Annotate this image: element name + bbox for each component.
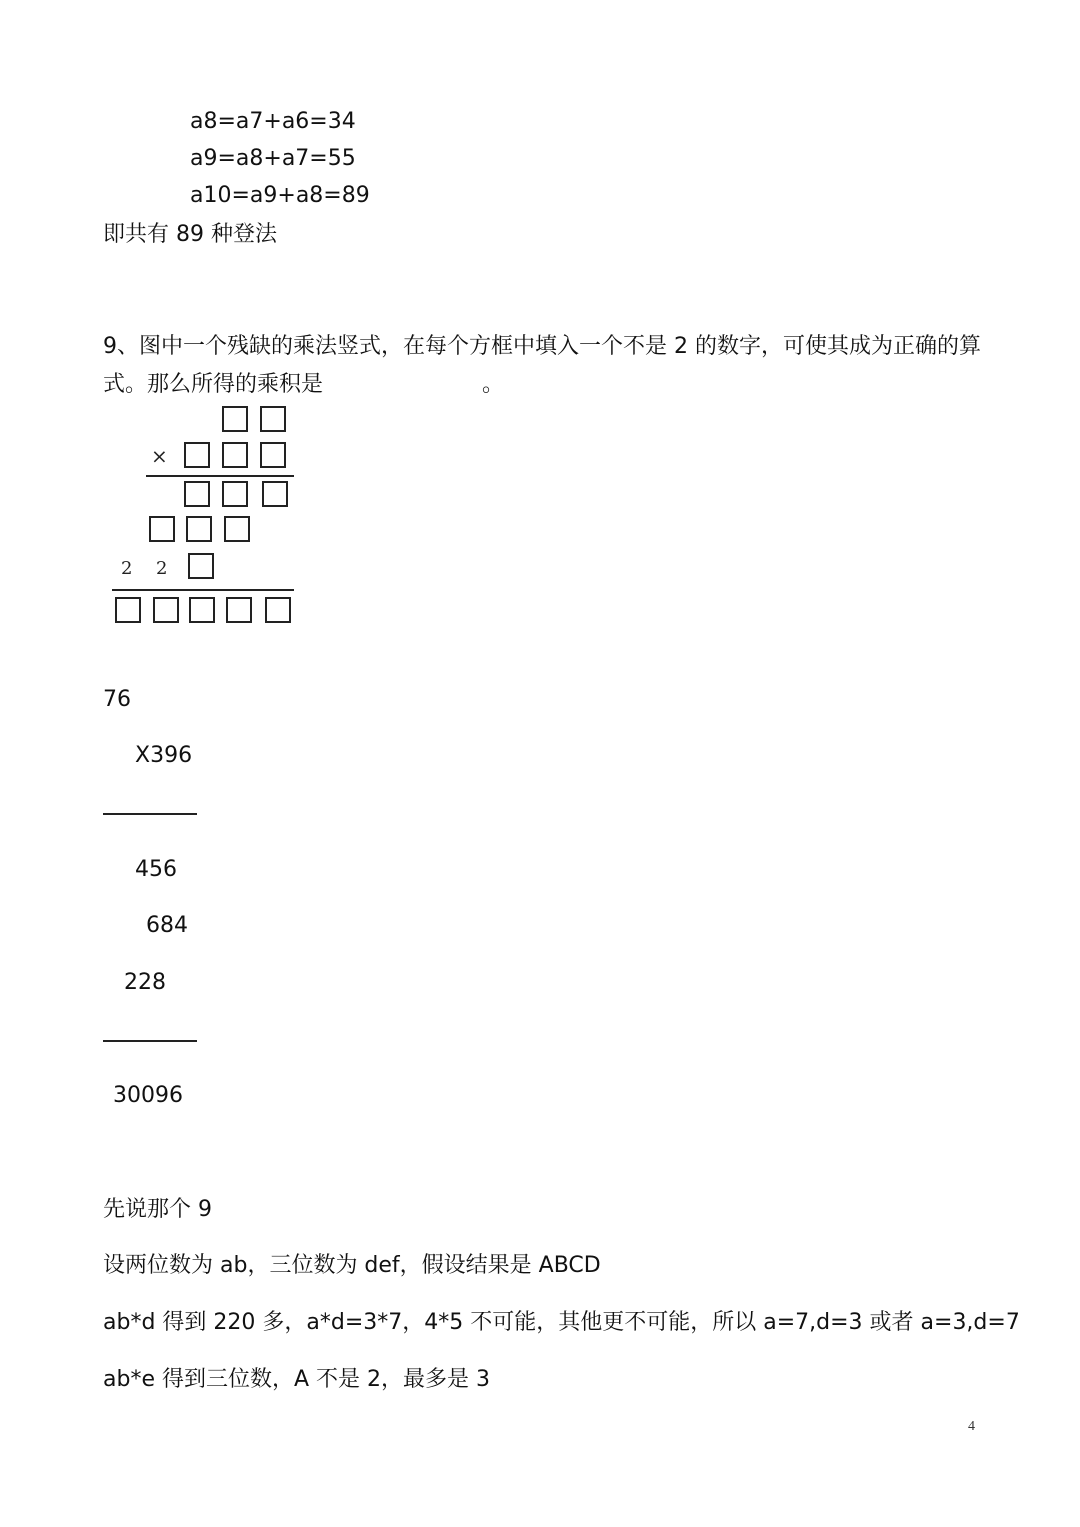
- answer-blank-end: 。: [482, 372, 505, 397]
- digit-box: [262, 481, 288, 507]
- recurrence-a10: a10=a9+a8=89: [190, 183, 370, 208]
- digit-box: [260, 442, 286, 468]
- given-digit: 2: [121, 558, 133, 579]
- digit-box: [186, 516, 212, 542]
- solution-rule-bottom: [103, 1040, 197, 1042]
- digit-box: [265, 597, 291, 623]
- solution-partial-3: 228: [124, 970, 166, 995]
- digit-box: [184, 481, 210, 507]
- digit-box: [222, 481, 248, 507]
- digit-box: [189, 597, 215, 623]
- digit-box: [222, 406, 248, 432]
- digit-box: [184, 442, 210, 468]
- problem-line-1: 9、图中一个残缺的乘法竖式，在每个方框中填入一个不是 2 的数字，可使其成为正确的算: [103, 334, 981, 359]
- conclusion-text: 即共有 89 种登法: [103, 222, 277, 247]
- problem-line-2: 式。那么所得的乘积是: [103, 372, 324, 397]
- puzzle-rule-top: [146, 475, 294, 477]
- recurrence-a8: a8=a7+a6=34: [190, 109, 356, 134]
- digit-box: [115, 597, 141, 623]
- solution-product: 30096: [113, 1083, 183, 1108]
- page-number: 4: [968, 1419, 975, 1434]
- digit-box: [153, 597, 179, 623]
- explanation-line: 设两位数为 ab，三位数为 def，假设结果是 ABCD: [103, 1253, 601, 1278]
- solution-partial-1: 456: [135, 857, 177, 882]
- explanation-line: ab*e 得到三位数，A 不是 2，最多是 3: [103, 1367, 490, 1392]
- digit-box: [224, 516, 250, 542]
- digit-box: [226, 597, 252, 623]
- solution-partial-2: 684: [146, 913, 188, 938]
- digit-box: [222, 442, 248, 468]
- digit-box: [188, 553, 214, 579]
- solution-rule-top: [103, 813, 197, 815]
- given-digit: 2: [156, 558, 168, 579]
- solution-multiplicand: 76: [103, 687, 131, 712]
- explanation-line: 先说那个 9: [103, 1197, 212, 1222]
- digit-box: [149, 516, 175, 542]
- times-symbol: ×: [151, 444, 168, 468]
- recurrence-a9: a9=a8+a7=55: [190, 146, 356, 171]
- explanation-line: ab*d 得到 220 多，a*d=3*7，4*5 不可能，其他更不可能，所以 a=7,d=3 或者 a=3,d=7: [103, 1310, 1020, 1335]
- solution-multiplier: X396: [135, 743, 193, 768]
- digit-box: [260, 406, 286, 432]
- puzzle-rule-bottom: [112, 589, 294, 591]
